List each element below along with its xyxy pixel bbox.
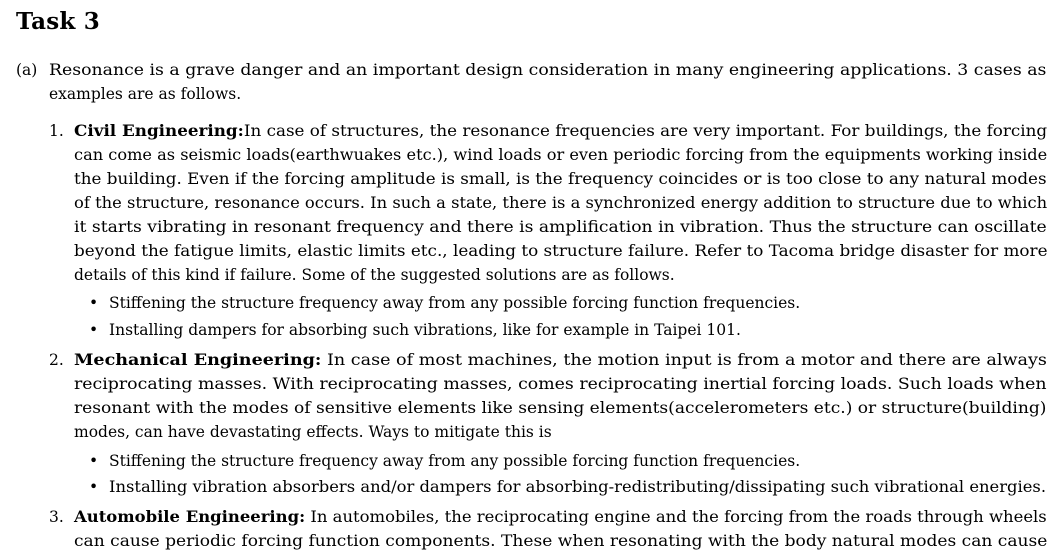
case-1-line-4: of the structure, resonance occurs. In such a state, there is a synchronized energy addition to structure due to which [74,194,1048,212]
bullet-dot: • [89,294,99,312]
case-2-title: Mechanical Engineering: [74,350,322,369]
case-3-marker: 3. [49,508,64,526]
case-2-bullet-2: Installing vibration absorbers and/or dampers for absorbing-redistributing/dissipating such vibrational energies. [109,478,1047,496]
case-3-first-line [74,507,1047,527]
bullet-dot: • [89,321,99,339]
case-1-line-3: the building. Even if the forcing amplitude is small, is the frequency coincides or is too close to any natural modes [74,170,1047,188]
task-heading: Task 3 [16,8,100,35]
case-2-bullet-1: Stiffening the structure frequency away from any possible forcing function frequencies. [109,452,801,470]
case-1-line-6: beyond the fatigue limits, elastic limits etc., leading to structure failure. Refer to Tacoma bridge disaster for more [74,242,1048,260]
case-1-bullet-2: Installing dampers for absorbing such vibrations, like for example in Taipei 101. [109,321,741,339]
case-1-first-line-text: In case of structures, the resonance frequencies are very important. For buildings, the forcing [243,122,1048,140]
case-1-marker: 1. [49,122,64,140]
part-a-marker: (a) [16,61,38,79]
case-2-marker: 2. [49,351,64,369]
case-2-line-4: modes, can have devastating effects. Ways to mitigate this is [74,423,552,441]
bullet-dot: • [89,452,99,470]
case-1-line-2: can come as seismic loads(earthwuakes etc.), wind loads or even periodic forcing from the equipments working inside [74,146,1048,164]
part-a-line-1: Resonance is a grave danger and an important design consideration in many engineering applications. 3 cases as [49,61,1047,79]
case-2-first-line [74,350,1047,370]
case-3-first-line-text: In automobiles, the reciprocating engine and the forcing from the roads through wheels [305,508,1047,526]
case-1-line-7: details of this kind if failure. Some of the suggested solutions are as follows. [74,266,675,284]
case-1-bullet-1: Stiffening the structure frequency away from any possible forcing function frequencies. [109,294,801,312]
case-2-line-2: reciprocating masses. With reciprocating masses, comes reciprocating inertial forcing loads. Such loads when [74,375,1047,393]
case-2-line-3: resonant with the modes of sensitive elements like sensing elements(accelerometers etc.) or structure(building) [74,399,1047,417]
case-1-title: Civil Engineering: [74,121,244,140]
case-1-line-5: it starts vibrating in resonant frequency and there is amplification in vibration. Thus the structure can oscillate [74,218,1047,236]
part-a-line-2: examples are as follows. [49,85,242,103]
case-2-first-line-text: In case of most machines, the motion input is from a motor and there are always [321,351,1047,369]
case-1-first-line [74,121,1047,141]
case-3-title: Automobile Engineering: [74,507,306,526]
bullet-dot: • [89,478,99,496]
case-3-line-2: can cause periodic forcing function components. These when resonating with the body natural modes can cause [74,532,1048,550]
